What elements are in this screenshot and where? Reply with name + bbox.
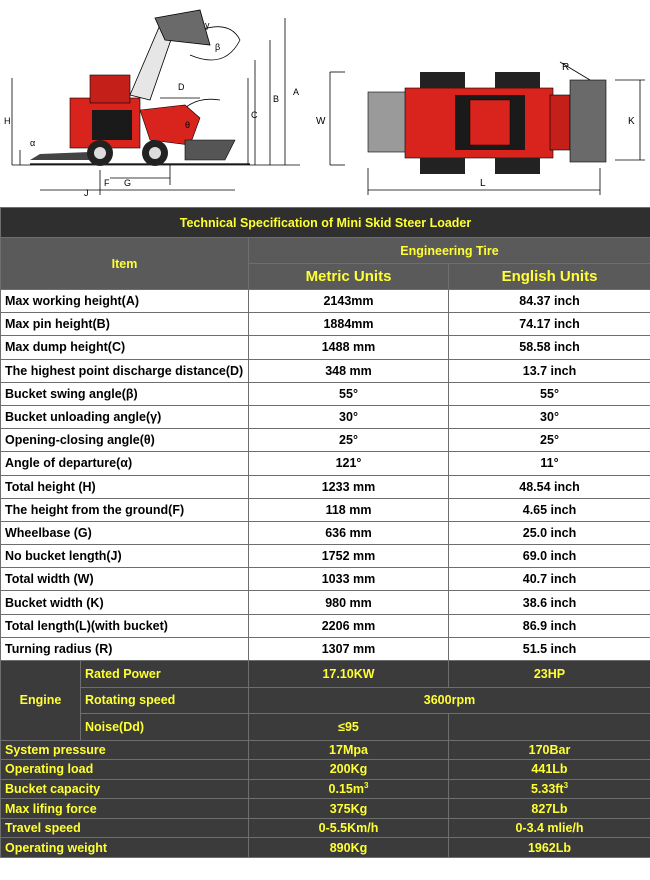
row-english: 11° <box>449 452 650 475</box>
table-row <box>1 336 650 359</box>
table-row <box>1 637 650 660</box>
row-english: 86.9 inch <box>449 614 650 637</box>
row-metric: 30° <box>249 405 449 428</box>
system-row <box>1 760 650 780</box>
row-metric: 1233 mm <box>249 475 449 498</box>
table-row <box>1 521 650 544</box>
row-english: 55° <box>449 382 650 405</box>
english-units-header: English Units <box>449 264 650 290</box>
system-english: 441Lb <box>449 760 650 780</box>
row-english: 74.17 inch <box>449 313 650 336</box>
technical-drawing <box>0 0 650 207</box>
table-row <box>1 614 650 637</box>
system-item: Travel speed <box>1 818 249 838</box>
table-row <box>1 498 650 521</box>
metric-units-header: Metric Units <box>249 264 449 290</box>
noise-english <box>449 714 650 741</box>
row-english: 30° <box>449 405 650 428</box>
engineering-tire-header: Engineering Tire <box>249 238 650 264</box>
label-beta: β <box>215 42 221 52</box>
top-view <box>330 62 645 195</box>
label-g: G <box>124 178 132 188</box>
table-row <box>1 452 650 475</box>
row-item: Max pin height(B) <box>1 313 249 336</box>
row-metric: 25° <box>249 429 449 452</box>
system-english: 827Lb <box>449 799 650 819</box>
rotating-speed-label: Rotating speed <box>81 687 249 714</box>
row-item: Total height (H) <box>1 475 249 498</box>
row-metric: 1033 mm <box>249 568 449 591</box>
system-metric: 200Kg <box>249 760 449 780</box>
label-h: H <box>4 116 11 126</box>
label-f: F <box>104 178 110 188</box>
table-title-row <box>1 208 650 238</box>
label-alpha: α <box>30 138 36 148</box>
loader-side <box>30 10 235 166</box>
label-k: K <box>628 116 635 127</box>
row-english: 4.65 inch <box>449 498 650 521</box>
row-metric: 348 mm <box>249 359 449 382</box>
label-r: R <box>562 62 570 73</box>
row-metric: 636 mm <box>249 521 449 544</box>
system-item: Max lifing force <box>1 799 249 819</box>
noise-label: Noise(Dd) <box>81 714 249 741</box>
system-english-cell <box>449 779 650 799</box>
row-english: 38.6 inch <box>449 591 650 614</box>
table-row <box>1 568 650 591</box>
spec-table <box>0 207 650 858</box>
row-metric: 2206 mm <box>249 614 449 637</box>
system-item: System pressure <box>1 740 249 760</box>
row-item: Total width (W) <box>1 568 249 591</box>
system-metric: 0-5.5Km/h <box>249 818 449 838</box>
row-metric: 2143mm <box>249 290 449 313</box>
engine-row-rotating-speed <box>1 687 650 714</box>
system-row <box>1 838 650 858</box>
system-english: 1962Lb <box>449 838 650 858</box>
system-item: Operating load <box>1 760 249 780</box>
row-english: 69.0 inch <box>449 545 650 568</box>
table-title: Technical Specification of Mini Skid Steer Loader <box>1 208 650 238</box>
table-row <box>1 382 650 405</box>
row-item: The highest point discharge distance(D) <box>1 359 249 382</box>
label-w: W <box>316 116 326 127</box>
row-metric: 118 mm <box>249 498 449 521</box>
table-row <box>1 405 650 428</box>
row-item: No bucket length(J) <box>1 545 249 568</box>
system-metric: 17Mpa <box>249 740 449 760</box>
row-item: Wheelbase (G) <box>1 521 249 544</box>
system-item: Operating weight <box>1 838 249 858</box>
row-item: Opening-closing angle(θ) <box>1 429 249 452</box>
label-j: J <box>84 188 89 198</box>
row-metric: 1752 mm <box>249 545 449 568</box>
system-english: 170Bar <box>449 740 650 760</box>
system-metric-cell <box>249 779 449 799</box>
row-item: Max dump height(C) <box>1 336 249 359</box>
system-row <box>1 799 650 819</box>
header-row-1 <box>1 238 650 264</box>
table-row <box>1 313 650 336</box>
table-row <box>1 475 650 498</box>
rated-power-metric: 17.10KW <box>249 661 449 688</box>
system-row <box>1 779 650 799</box>
rotating-speed-value: 3600rpm <box>249 687 650 714</box>
row-item: Bucket swing angle(β) <box>1 382 249 405</box>
system-english: 0-3.4 mlie/h <box>449 818 650 838</box>
drawing-svg <box>0 0 650 207</box>
engine-row-noise <box>1 714 650 741</box>
item-header: Item <box>1 238 249 290</box>
label-gamma: γ <box>205 20 210 30</box>
row-item: Bucket width (K) <box>1 591 249 614</box>
english-superscript: 3 <box>563 780 569 790</box>
row-english: 25.0 inch <box>449 521 650 544</box>
label-b: B <box>273 94 280 104</box>
system-metric: 0.15m <box>328 781 364 796</box>
row-english: 48.54 inch <box>449 475 650 498</box>
metric-superscript: 3 <box>364 780 369 790</box>
system-row <box>1 818 650 838</box>
table-row <box>1 591 650 614</box>
label-l: L <box>480 178 486 189</box>
engine-label: Engine <box>1 661 81 741</box>
row-metric: 55° <box>249 382 449 405</box>
engine-row-rated-power <box>1 661 650 688</box>
row-item: Angle of departure(α) <box>1 452 249 475</box>
row-english: 13.7 inch <box>449 359 650 382</box>
row-english: 40.7 inch <box>449 568 650 591</box>
row-english: 58.58 inch <box>449 336 650 359</box>
label-c: C <box>251 110 258 120</box>
label-theta: θ <box>185 120 191 130</box>
row-item: Bucket unloading angle(γ) <box>1 405 249 428</box>
row-metric: 1488 mm <box>249 336 449 359</box>
row-metric: 1307 mm <box>249 637 449 660</box>
row-metric: 1884mm <box>249 313 449 336</box>
row-item: Max working height(A) <box>1 290 249 313</box>
row-english: 25° <box>449 429 650 452</box>
row-english: 51.5 inch <box>449 637 650 660</box>
row-metric: 121° <box>249 452 449 475</box>
table-row <box>1 545 650 568</box>
row-english: 84.37 inch <box>449 290 650 313</box>
table-row <box>1 359 650 382</box>
table-row <box>1 429 650 452</box>
system-english: 5.33ft <box>530 781 564 796</box>
noise-metric: ≤95 <box>249 714 449 741</box>
rated-power-english: 23HP <box>449 661 650 688</box>
system-item: Bucket capacity <box>1 779 249 799</box>
label-d: D <box>178 82 185 92</box>
system-row <box>1 740 650 760</box>
table-row <box>1 290 650 313</box>
system-metric: 375Kg <box>249 799 449 819</box>
row-item: Total length(L)(with bucket) <box>1 614 249 637</box>
system-metric: 890Kg <box>249 838 449 858</box>
row-item: The height from the ground(F) <box>1 498 249 521</box>
row-item: Turning radius (R) <box>1 637 249 660</box>
row-metric: 980 mm <box>249 591 449 614</box>
rated-power-label: Rated Power <box>81 661 249 688</box>
label-a: A <box>293 87 300 97</box>
